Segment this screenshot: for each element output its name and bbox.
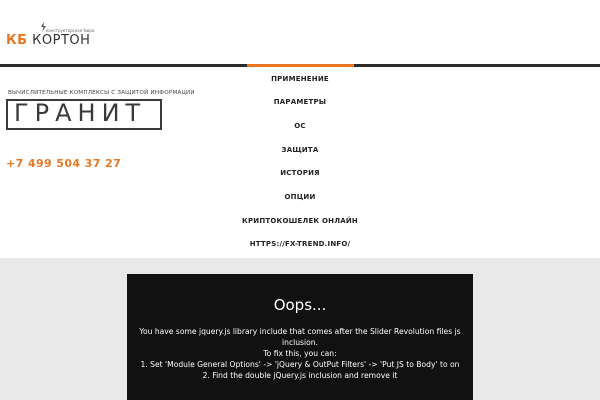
logo-word-part2: КОРТОН bbox=[27, 33, 91, 48]
brand-caption: ВЫЧИСЛИТЕЛЬНЫЕ КОМПЛЕКСЫ С ЗАЩИТОЙ ИНФОРМАЦИИ bbox=[8, 90, 195, 96]
nav-item-kriptokoshelek[interactable]: КРИПТОКОШЕЛЕК ОНЛАЙН bbox=[242, 217, 358, 225]
nav-item-os[interactable]: ОС bbox=[294, 122, 306, 130]
logo-wordmark[interactable] bbox=[6, 34, 90, 47]
phone-number[interactable]: +7 499 504 37 27 bbox=[6, 157, 122, 170]
slider-error-panel bbox=[127, 274, 473, 400]
error-line: You have some jquery.js library include that comes after the Slider Revolution files js bbox=[139, 327, 461, 336]
nav-item-zashchita[interactable]: ЗАЩИТА bbox=[281, 146, 319, 154]
error-message bbox=[127, 326, 473, 381]
error-line: 2. Find the double jQuery.js inclusion and remove it bbox=[202, 371, 398, 380]
nav-item-optsii[interactable]: ОПЦИИ bbox=[284, 193, 316, 201]
error-line: 1. Set 'Module General Options' -> 'jQuery & OutPut Filters' -> 'Put JS to Body' to on bbox=[140, 360, 460, 369]
logo-word-part1: КБ bbox=[6, 33, 28, 48]
nav-item-primenenie[interactable]: ПРИМЕНЕНИЕ bbox=[271, 75, 329, 83]
error-title: Oops... bbox=[273, 296, 327, 314]
logo-tagline: конструкторское бюро bbox=[46, 28, 95, 33]
active-nav-indicator bbox=[247, 64, 354, 67]
error-line: inclusion. bbox=[282, 338, 318, 347]
nav-item-istoriya[interactable]: ИСТОРИЯ bbox=[280, 169, 320, 177]
error-line: To fix this, you can: bbox=[263, 349, 337, 358]
nav-item-parametry[interactable]: ПАРАМЕТРЫ bbox=[273, 98, 327, 106]
nav-item-fx-trend[interactable]: HTTPS://FX-TREND.INFO/ bbox=[249, 240, 351, 248]
granit-logo-text: ГРАНИТ bbox=[14, 99, 147, 127]
